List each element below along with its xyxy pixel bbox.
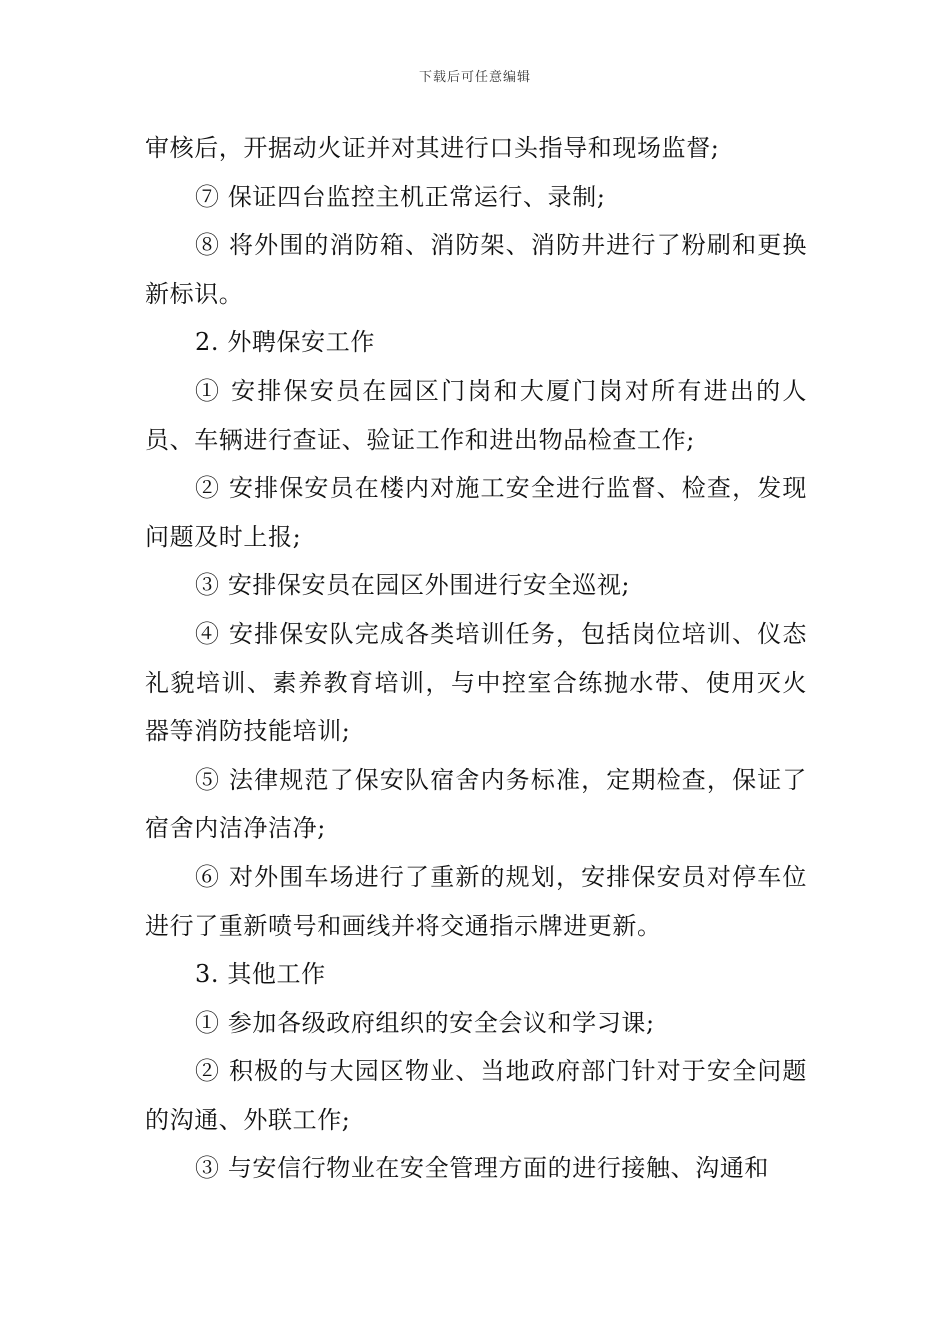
list-item-7: ⑦ 保证四台监控主机正常运行、录制; bbox=[195, 182, 606, 211]
list-item-1: ① 安排保安员在园区门岗和大厦门岗对所有进出的人员、车辆进行查证、验证工作和进出物品检查工作; bbox=[145, 376, 807, 454]
section-heading-2: 2. 外聘保安工作 bbox=[195, 328, 375, 357]
list-item-2: ② 安排保安员在楼内对施工安全进行监督、检查，发现问题及时上报; bbox=[145, 474, 807, 551]
section-heading-3: 3. 其他工作 bbox=[195, 960, 326, 989]
list-item-1: ① 参加各级政府组织的安全会议和学习课; bbox=[195, 1008, 655, 1037]
paragraph-continuation: 审核后，开据动火证并对其进行口头指导和现场监督; bbox=[145, 134, 720, 162]
list-item-3: ③ 与安信行物业在安全管理方面的进行接触、沟通和 bbox=[195, 1154, 770, 1183]
list-item-4: ④ 安排保安队完成各类培训任务，包括岗位培训、仪态礼貌培训、素养教育培训，与中控室合练抛水带、使用灭火器等消防技能培训; bbox=[145, 619, 807, 746]
list-item-5: ⑤ 法律规范了保安队宿舍内务标准，定期检查，保证了宿舍内洁净洁净; bbox=[145, 765, 807, 843]
list-item-6: ⑥ 对外围车场进行了重新的规划，安排保安员对停车位进行了重新喷号和画线并将交通指示牌进更新。 bbox=[145, 862, 807, 940]
list-item-8: ⑧ 将外围的消防箱、消防架、消防井进行了粉刷和更换新标识。 bbox=[145, 231, 807, 308]
page-header: 下载后可任意编辑 bbox=[418, 70, 531, 85]
document-body bbox=[145, 124, 807, 1193]
list-item-3: ③ 安排保安员在园区外围进行安全巡视; bbox=[195, 571, 631, 600]
list-item-2: ② 积极的与大园区物业、当地政府部门针对于安全问题的沟通、外联工作; bbox=[145, 1057, 807, 1134]
